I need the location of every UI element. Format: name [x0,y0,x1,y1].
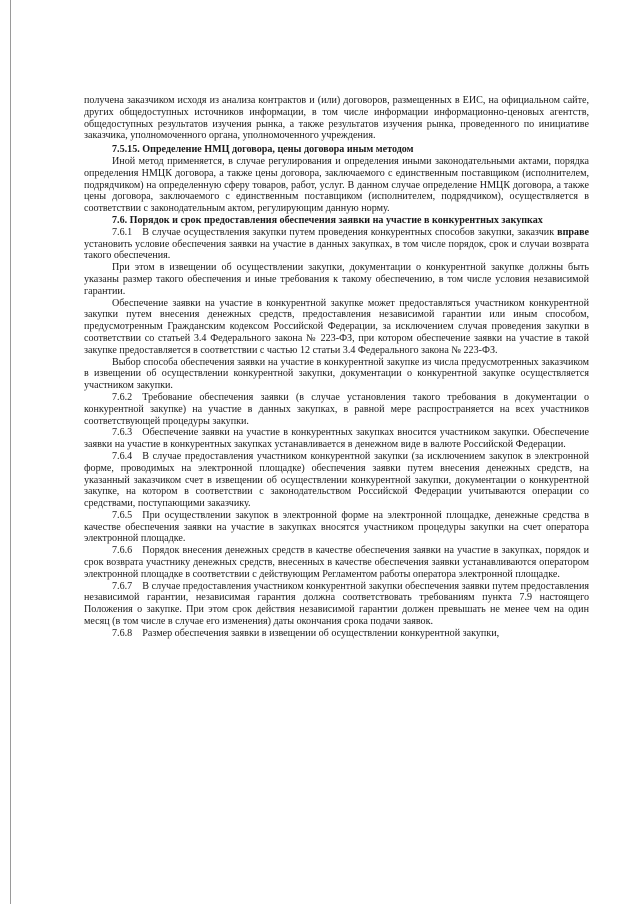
paragraph-price-sources: получена заказчиком исходя из анализа контрактов и (или) договоров, размещенных в ЕИС, на официальном сайте, других общедоступных источников информации, в том числе информации информационно-ценовых агентств, общедоступных результатов изучения рынка, а также результатов изучения рынка, проведенного по инициативе заказчика, уполномоченного органа, уполномоченного учреждения. [84,95,589,142]
paragraph-7-6-1-start: 7.6.1 В случае осуществления закупки путем проведения конкурентных способов закупки, заказчик [112,226,558,238]
paragraph-security-methods: Обеспечение заявки на участие в конкурентной закупке может предоставляться участником конкурентной закупки путем внесения денежных средств, предоставления независимой гарантии или иным способом, предусмотренным Гражданским кодексом Российской Федерации, за исключением случая проведения закупки в соответствии со статьей 3.4 Федерального закона № 223-ФЗ, при котором обеспечение заявки на участие в такой закупке предоставляется в соответствии с частью 12 статьи 3.4 Федерального закона № 223-ФЗ. [84,297,589,356]
paragraph-7-6-4: 7.6.4 В случае предоставления участником конкурентной закупки (за исключением закупок в электронной форме, проводимых на электронной площадке) обеспечения заявки путем внесения денежных средств, на указанный заказчиком счет в извещении об осуществлении конкурентной закупки, документации о конкурентной закупке, на котором в соответствии с законодательством Российской Федерации учитываются операции со средствами, поступающими заказчику. [84,450,589,510]
paragraph-7-6-8: 7.6.8 Размер обеспечения заявки в извещении об осуществлении конкурентной закупки, [112,627,500,639]
paragraph-security-choice: Выбор способа обеспечения заявки на участие в конкурентной закупке из числа предусмотренных заказчиком в извещении об осуществлении конкурентной закупки, документации о конкурентной закупке осуществляется участником закупки. [84,356,589,392]
paragraph-7-6-1 [84,227,589,262]
paragraph-7-6-1-end: установить условие обеспечения заявки на участие в данных закупках, в том числе порядок, срок и случаи возврата такого обеспечения. [84,238,589,262]
scan-edge-line [10,0,11,904]
heading-7-5-15: 7.5.15. Определение НМЦ договора, цены договора иным методом [112,144,414,156]
paragraph-7-6-2: 7.6.2 Требование обеспечения заявки (в случае установления такого требования в документации о конкурентной закупке) на участие в данных закупках, в равной мере распространяется на всех участников соответствующей процедуры закупки. [84,391,589,427]
paragraph-notice-requirements: При этом в извещении об осуществлении закупки, документации о конкурентной закупке должны быть указаны размер такого обеспечения и иные требования к такому обеспечению, в том числе условия независимой гарантии. [84,262,589,297]
paragraph-7-6-3: 7.6.3 Обеспечение заявки на участие в конкурентных закупках вносится участником закупки. Обеспечение заявки на участие в конкурентных закупках устанавливается в денежном виде в валюте Российской Федерации. [84,427,589,451]
paragraph-7-6-6: 7.6.6 Порядок внесения денежных средств в качестве обеспечения заявки на участие в закупках, порядок и срок возврата участнику денежных средств, внесенных в качестве обеспечения заявки устанавливаются оператором электронной площадке в соответствии с действующим Регламентом работы оператора электронной площадке. [84,545,589,580]
paragraph-7-6-5: 7.6.5 При осуществлении закупок в электронной форме на электронной площадке, денежные средства в качестве обеспечения заявки на участие в закупках вносятся участником процедуры закупки на счет оператора электронной площадке. [84,509,589,545]
paragraph-7-6-7: 7.6.7 В случае предоставления участником конкурентной закупки обеспечения заявки путем предоставления независимой гарантии, независимая гарантия должна соответствовать требованиям пункта 7.9 настоящего Положения о закупке. При этом срок действия независимой гарантии должен превышать не менее чем на один месяц (в том числе в случае его изменения) даты окончания срока подачи заявок. [84,580,589,628]
paragraph-7-6-1-bold: вправе [557,226,589,238]
heading-7-6: 7.6. Порядок и срок предоставления обеспечения заявки на участие в конкурентных закупках [112,214,543,226]
paragraph-other-method: Иной метод применяется, в случае регулирования и определения иными законодательными актами, порядка определения НМЦК договора, а также цены договора, заключаемого с единственным поставщиком (исполнителем, подрядчиком) на определенную сферу товаров, работ, услуг. В данном случае определение НМЦК договора, а также цены договора, заключаемого с единственным поставщиком (исполнителем, подрядчиком), осуществляется в соответствии с законодательным актом, регулирующим данную норму. [84,155,589,215]
document-page [84,95,589,640]
